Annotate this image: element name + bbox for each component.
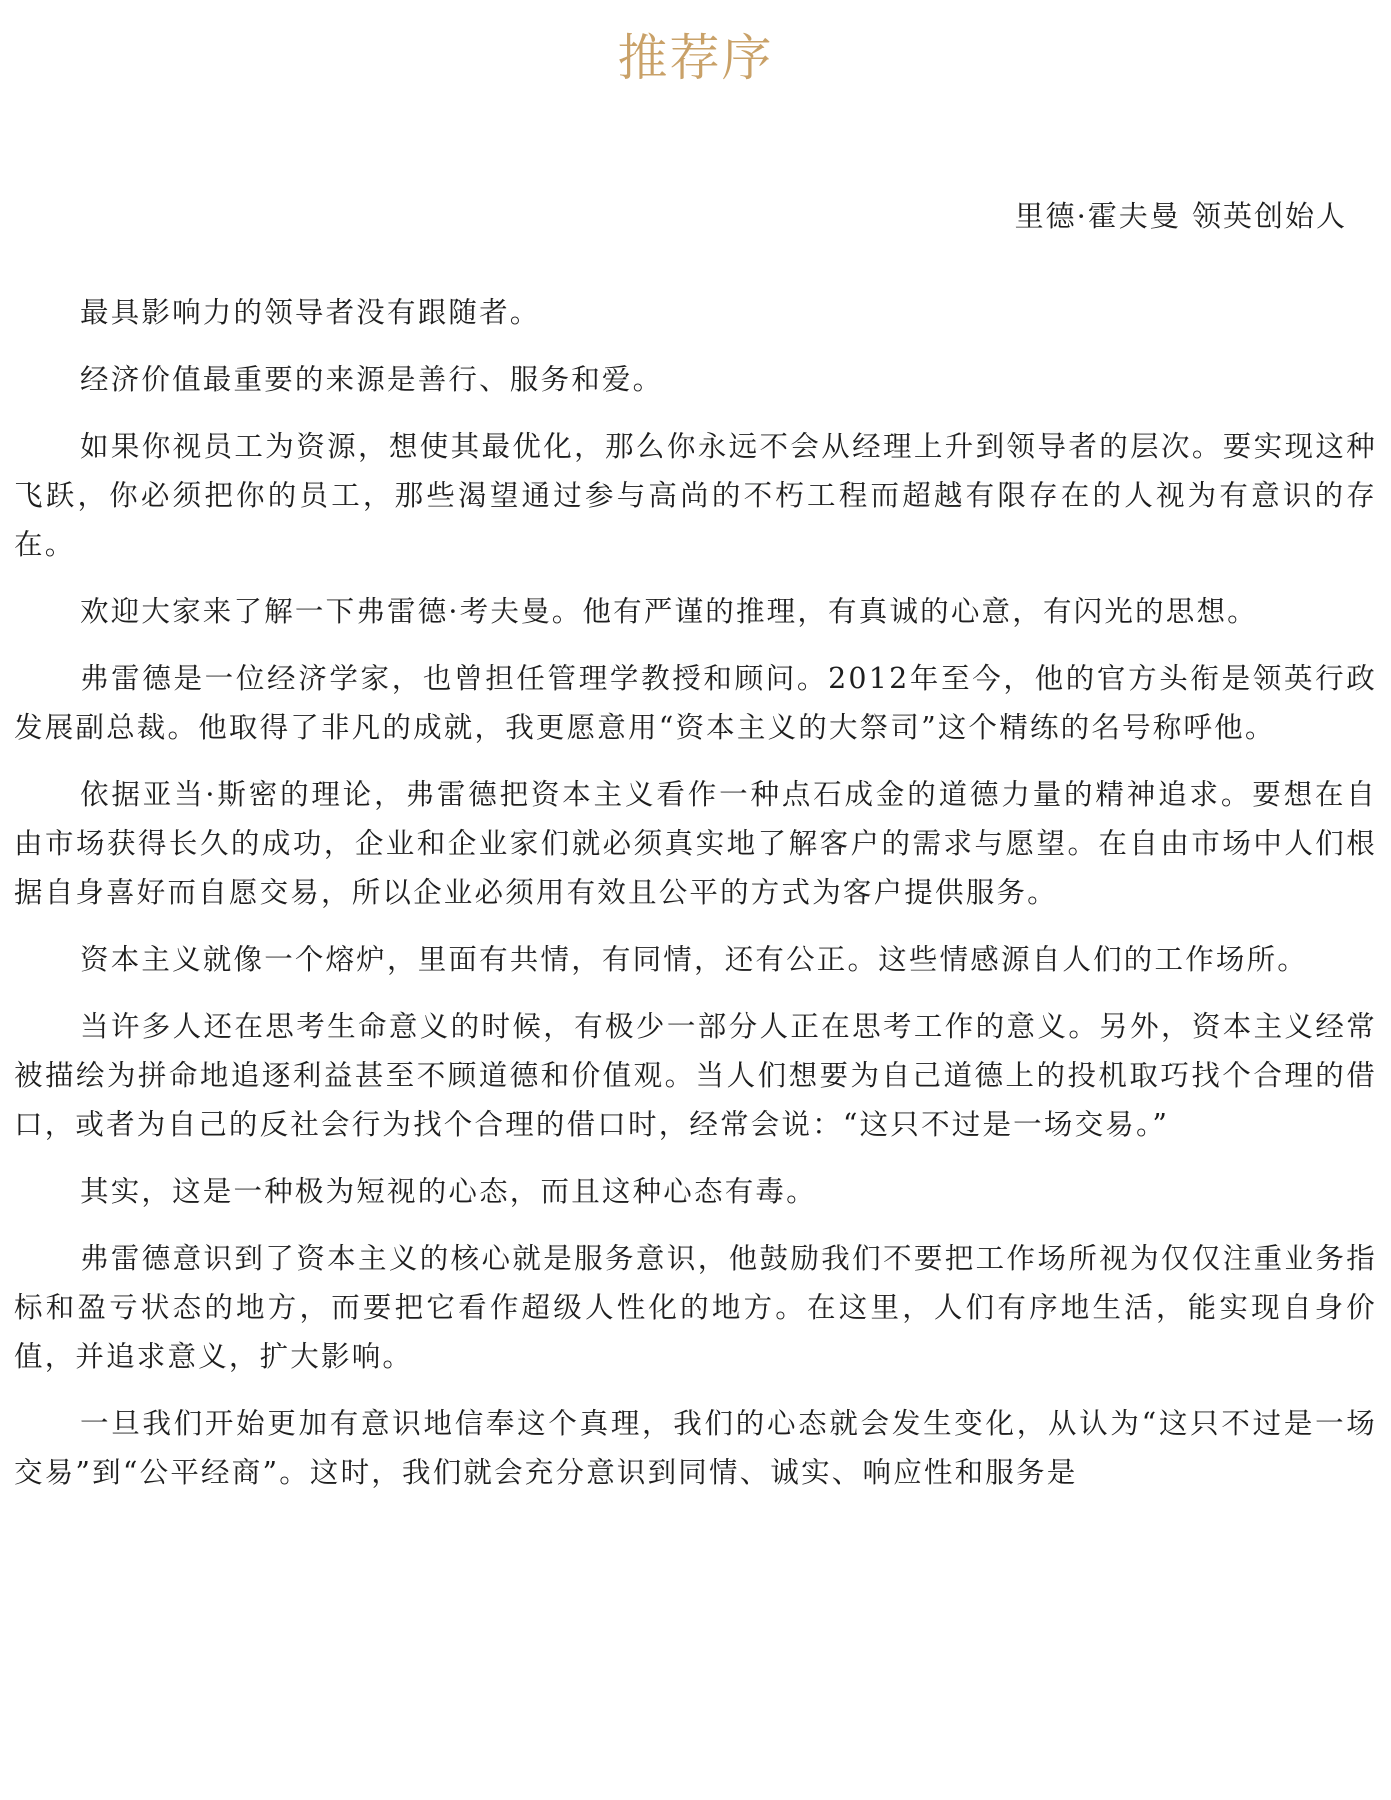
book-page (14, 0, 1377, 1800)
paragraph: 一旦我们开始更加有意识地信奉这个真理，我们的心态就会发生变化，从认为“这只不过是一场交易”到“公平经商”。这时，我们就会充分意识到同情、诚实、响应性和服务是 (14, 1407, 1377, 1489)
paragraph: 其实，这是一种极为短视的心态，而且这种心态有毒。 (80, 1175, 817, 1208)
page-title: 推荐序 (617, 29, 774, 87)
paragraph: 欢迎大家来了解一下弗雷德·考夫曼。他有严谨的推理，有真诚的心意，有闪光的思想。 (80, 595, 1258, 628)
paragraph: 最具影响力的领导者没有跟随者。 (80, 296, 541, 329)
paragraph: 如果你视员工为资源，想使其最优化，那么你永远不会从经理上升到领导者的层次。要实现这种飞跃，你必须把你的员工，那些渴望通过参与高尚的不朽工程而超越有限存在的人视为有意识的存在。 (14, 430, 1377, 561)
body-text (14, 288, 1377, 1515)
paragraph: 依据亚当·斯密的理论，弗雷德把资本主义看作一种点石成金的道德力量的精神追求。要想在自由市场获得长久的成功，企业和企业家们就必须真实地了解客户的需求与愿望。在自由市场中人们根据自身喜好而自愿交易，所以企业必须用有效且公平的方式为客户提供服务。 (14, 778, 1377, 909)
author-byline: 里德·霍夫曼 领英创始人 (1014, 199, 1347, 233)
paragraph: 当许多人还在思考生命意义的时候，有极少一部分人正在思考工作的意义。另外，资本主义经常被描绘为拼命地追逐利益甚至不顾道德和价值观。当人们想要为自己道德上的投机取巧找个合理的借口，或者为自己的反社会行为找个合理的借口时，经常会说：“这只不过是一场交易。” (14, 1010, 1377, 1141)
paragraph: 弗雷德是一位经济学家，也曾担任管理学教授和顾问。2012年至今，他的官方头衔是领英行政发展副总裁。他取得了非凡的成就，我更愿意用“资本主义的大祭司”这个精练的名号称呼他。 (14, 662, 1377, 744)
paragraph: 资本主义就像一个熔炉，里面有共情，有同情，还有公正。这些情感源自人们的工作场所。 (80, 943, 1309, 976)
paragraph: 弗雷德意识到了资本主义的核心就是服务意识，他鼓励我们不要把工作场所视为仅仅注重业务指标和盈亏状态的地方，而要把它看作超级人性化的地方。在这里，人们有序地生活，能实现自身价值，并追求意义，扩大影响。 (14, 1242, 1377, 1373)
paragraph: 经济价值最重要的来源是善行、服务和爱。 (80, 363, 664, 396)
